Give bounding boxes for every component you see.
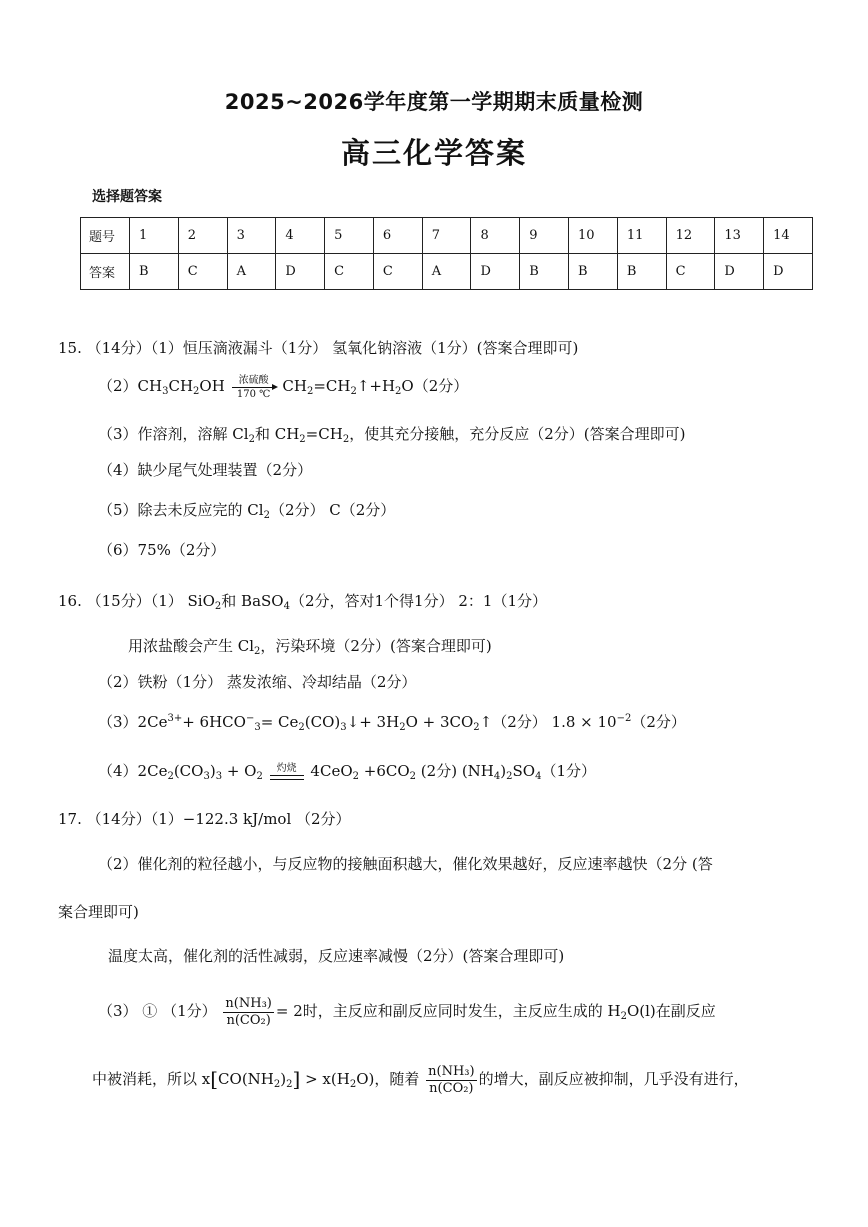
q17-line-4: 温度太高，催化剂的活性减弱，反应速率减慢（2分）(答案合理即可) [108,947,565,965]
answer-cell: D [764,254,813,290]
answer-cell: D [715,254,764,290]
answer-cell: D [276,254,325,290]
question-number-cell: 2 [178,218,227,254]
question-number-cell: 13 [715,218,764,254]
question-number-cell: 14 [764,218,813,254]
choice-answer-table [80,217,813,290]
question-number-cell: 11 [617,218,666,254]
q17-line-2: （2）催化剂的粒径越小，与反应物的接触面积越大，催化效果越好，反应速率越快（2分 (答 [98,855,713,873]
question-number-cell: 7 [422,218,471,254]
q16-line-2: 用浓盐酸会产生 $Cl_2$，污染环境（2分）(答案合理即可) [128,637,492,657]
question-number-cell: 6 [373,218,422,254]
ratio-fraction: $\frac{\text{n(NH₃)}}{\text{n(CO₂)}}$ [225,995,272,1028]
q15-line-1: 15. （14分）（1）恒压滴液漏斗（1分） 氢氧化钠溶液（1分）(答案合理即可) [58,339,579,357]
question-number-cell: 3 [227,218,276,254]
answer-cell: C [373,254,422,290]
q17-line-1: 17. （14分）（1）−122.3 kJ/mol （2分） [58,810,351,828]
question-number-cell: 1 [130,218,179,254]
row-header-answer: 答案 [81,254,130,290]
q16-line-5: $(4)2Ce_2(CO_3)_3 + O_2$ 灼烧 $4CeO_2 +6CO_2$ (2分) $(NH_4)_2SO_4(1$分） [98,762,596,782]
reaction-condition-equals: 灼烧 [270,764,304,780]
answer-cell: C [325,254,374,290]
ratio-fraction-2: $\frac{\text{n(NH₃)}}{\text{n(CO₂)}}$ [428,1063,475,1096]
q15-line-4: （4）缺少尾气处理装置（2分） [98,461,313,479]
choice-section-label: 选择题答案 [92,189,162,205]
question-number-cell: 8 [471,218,520,254]
answer-cell: D [471,254,520,290]
answer-cell: B [520,254,569,290]
q17-line-3: 案合理即可) [58,903,139,921]
question-number-cell: 10 [569,218,618,254]
q16-line-1: 16. （15分）（1） SiO$_2$和 BaSO$_4$（2分，答对1个得1分） 2：1（1分） [58,592,547,612]
answer-cell: A [422,254,471,290]
answer-cell: B [569,254,618,290]
answer-cell: C [178,254,227,290]
question-number-cell: 12 [666,218,715,254]
exam-subtitle: 高三化学答案 [340,136,527,170]
q16-line-3: （2）铁粉（1分） 蒸发浓缩、冷却结晶（2分） [98,673,417,691]
question-number-cell: 9 [520,218,569,254]
exam-title: 2025~2026学年度第一学期期末质量检测 [224,90,644,114]
q17-line-5: （3） ① （1分） $\frac{\text{n(NH₃)}}{\text{n(CO₂)}}$ = 2时，主反应和副反应同时发生，主反应生成的 $H_2O(l)$在副反应 [98,995,716,1028]
row-header-number: 题号 [81,218,130,254]
answer-cell: B [130,254,179,290]
answer-cell: C [666,254,715,290]
question-number-cell: 5 [325,218,374,254]
q15-line-5: （5）除去未反应完的 $Cl_2(2$分） C（2分） [98,501,396,521]
q15-line-3: （3）作溶剂，溶解 $Cl_2$和 $CH_2=CH_2$，使其充分接触，充分反应（2分）(答案合理即可) [98,425,686,445]
q16-line-4: $(3)2Ce^{3+}+ 6HCO^-_3=$ $Ce_2(CO)_3↓+ 3H_2O$ + $3CO_2↑(2$分） $1.8 \times 10^{-2}(2$分） [98,713,686,733]
reaction-condition-arrow: 浓硫酸 170 ℃ [232,375,276,400]
q17-line-6: 中被消耗，所以 $x[CO(NH_2)_2] > x(H_2O)$，随着 $\frac{\text{n(NH₃)}}{\text{n(CO₂)}}$ 的增大，副反应被抑制，几乎没有进行， [92,1063,749,1096]
answer-cell: A [227,254,276,290]
question-number-cell: 4 [276,218,325,254]
q15-line-2: $(2)CH_3CH_2OH$ 浓硫酸 170 ℃ $CH_2=CH_2↑+H_2O(2$分） [98,374,469,400]
table-row-answers [81,254,813,290]
answer-cell: B [617,254,666,290]
table-row-numbers [81,218,813,254]
q15-line-6: （6）75%（2分） [98,541,226,559]
